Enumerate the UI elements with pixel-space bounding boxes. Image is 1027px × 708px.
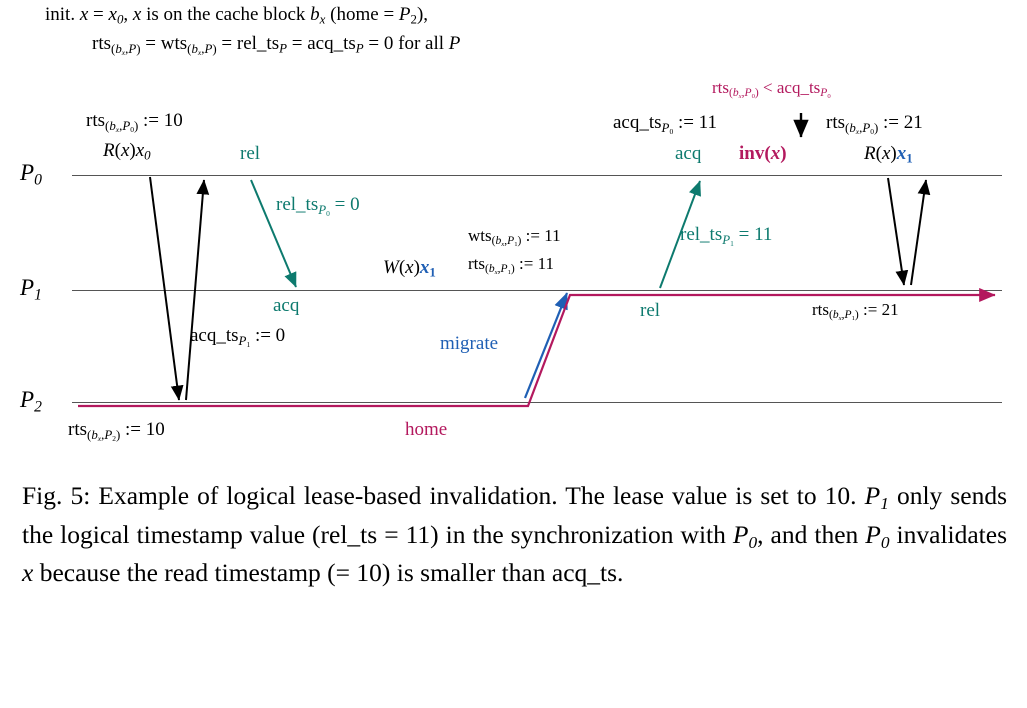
annotation-p1-rel-ts: $rel\_ts_{P1} = 11$ [680, 224, 773, 248]
annotation-p1-rts-final: rts$_{(bx,P1)}$ := 21 [812, 300, 899, 323]
caption-text-3: , and then [757, 519, 866, 549]
caption-text-5: because the read timestamp (= 10) is smaller than acq_ts. [33, 558, 624, 588]
annotation-p1-wts: wts$_{(bx,P1)}$ := 11 [468, 226, 561, 249]
annotation-p1-rts: rts$_{(bx,P1)}$ := 11 [468, 254, 554, 277]
process-label-p0: $P_0$ [20, 160, 42, 189]
timeline-p0 [72, 175, 1002, 176]
annotation-p0-rel-ts: $rel\_ts_{P0} = 0$ [276, 194, 360, 218]
annotation-p1-acq: acq [273, 295, 300, 316]
annotation-p1-acq-ts: $acq\_ts_{P1}$ := 0 [190, 325, 286, 349]
annotation-p0-inv: inv(x) [739, 143, 787, 164]
annotation-p2-rts: rts$_{(bx,P2)}$ := 10 [68, 419, 165, 443]
caption-text-2: only sends the logical timestamp value (rel_ts = 11) in the synchronization with [22, 481, 1008, 549]
annotation-p1-rel: rel [640, 300, 661, 321]
annotation-p0-rel: rel [240, 143, 261, 164]
annotation-p1-write: $W(x)x_1$ [383, 257, 436, 280]
annotation-migrate: migrate [440, 333, 499, 354]
timeline-p1 [72, 290, 1002, 291]
process-label-p1: $P_1$ [20, 275, 42, 304]
init-line-2: $rts_{(bx,P)} = wts_{(bx,P)} = rel\_ts_P$ = $acq\_ts_P = 0$ for all P [92, 33, 461, 57]
annotation-p0-rts-final: rts$_{(bx,P0)}$ := 21 [826, 112, 923, 136]
process-label-p2: $P_2$ [20, 387, 42, 416]
caption-x: x [22, 558, 34, 588]
annotation-p0-acq: acq [675, 143, 702, 164]
annotation-p0-read-init: $R(x)x_0$ [103, 140, 151, 163]
caption-number: Fig. 5: [22, 481, 91, 510]
annotation-p0-read-final: $R(x)x_1$ [864, 143, 913, 166]
annotation-home: home [405, 419, 448, 440]
init-line-1: init. $x = x_0$, x is on the cache block $b_x$ (home = $P_2$), [45, 4, 429, 27]
annotation-p0-rts-init: rts$_{(bx,P0)}$ := 10 [86, 110, 183, 134]
figure-caption: Fig. 5: Example of logical lease-based invalidation. The lease value is set to 10. $P_1$ only sends the logical timestamp value (rel_ts = 11) in the synchronization with $P_0$, and then $P_0$ invalidates x because the read timestamp (= 10) is smaller than acq_ts. [22, 481, 1008, 588]
caption-text-1: Example of logical lease-based invalidation. The lease value is set to 10. [90, 481, 865, 510]
caption-text-4: invalidates [889, 519, 1008, 549]
annotation-compare: $rts_{(bx,P0)} < acq\_ts_{P0}$ [712, 78, 831, 101]
annotation-p0-acq-ts: $acq\_ts_{P0}$ := 11 [613, 112, 717, 136]
timeline-p2 [72, 402, 1002, 403]
